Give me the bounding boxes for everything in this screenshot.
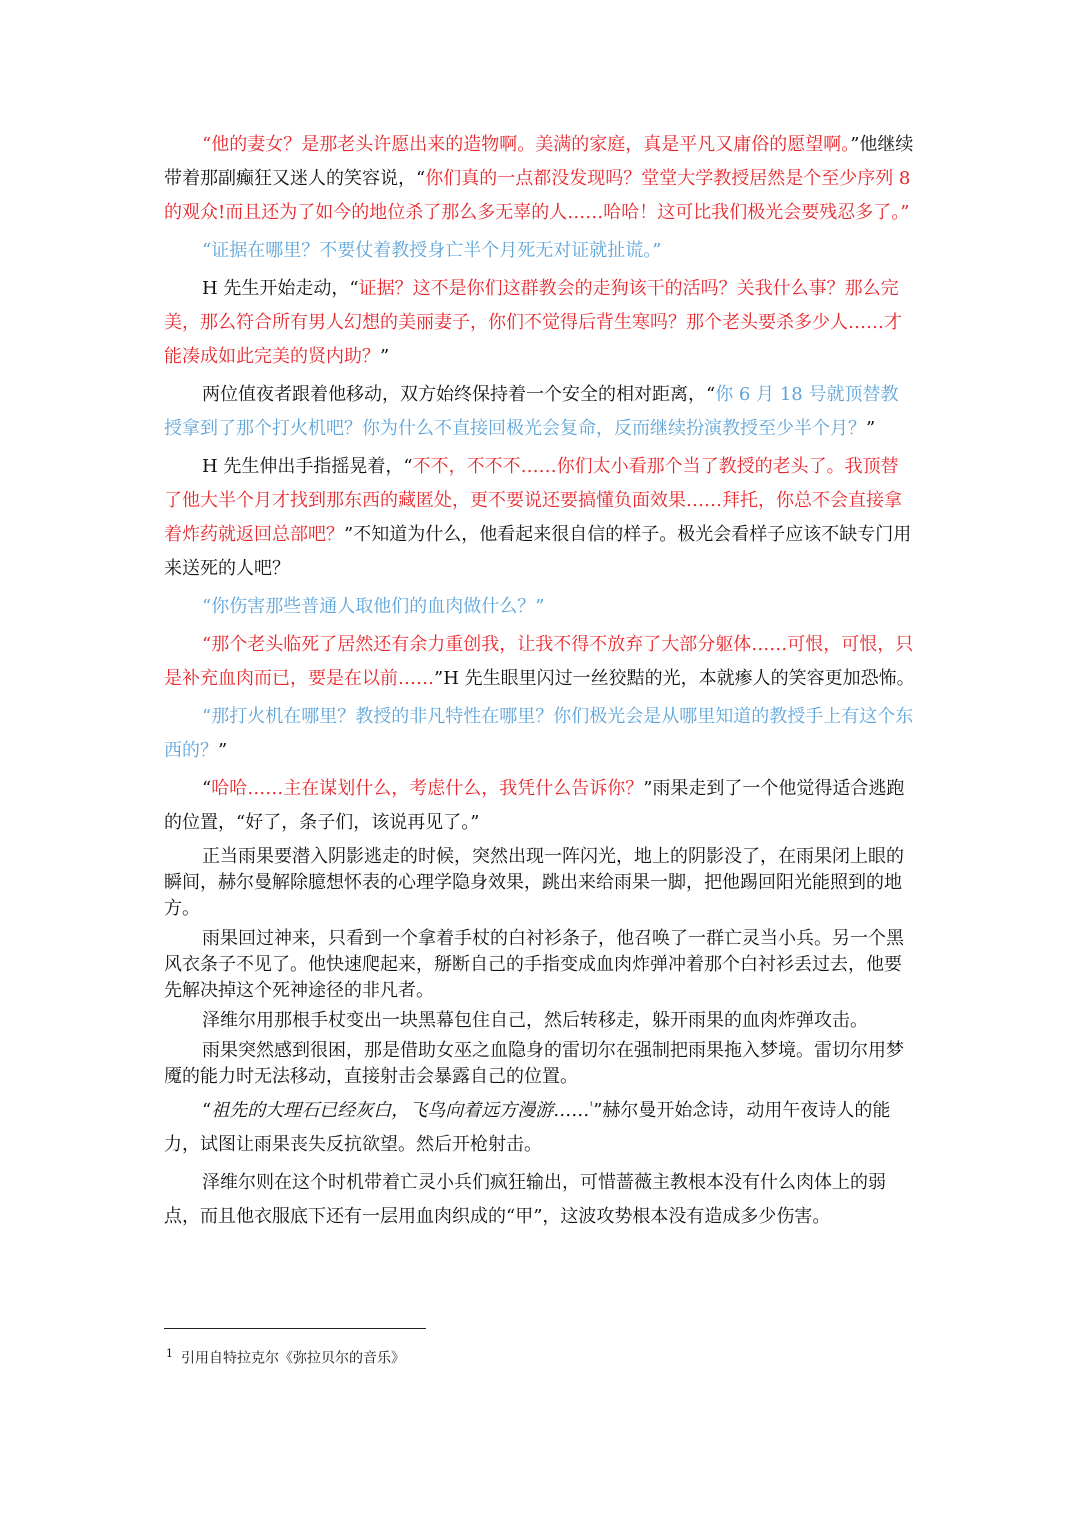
text-segment: “那打火机在哪里？教授的非凡特性在哪里？你们极光会是从哪里知道的教授手上有这个东西的？ bbox=[164, 706, 914, 761]
body-text bbox=[164, 128, 916, 1238]
paragraph bbox=[164, 772, 916, 840]
paragraph bbox=[164, 128, 916, 230]
text-segment: H 先生开始走动，“ bbox=[202, 278, 359, 299]
text-segment: ” bbox=[866, 418, 876, 439]
paragraph bbox=[164, 628, 916, 696]
paragraph bbox=[164, 1038, 916, 1090]
paragraph bbox=[164, 234, 916, 268]
text-segment: 不不，不不不……你们太小看那个当了教授的老头了。我顶替了他大半个月才找到那东西的藏匿处，更不要说还要搞懂负面效果……拜托，你总不会直接拿着炸药就返回总部吧？ bbox=[164, 456, 902, 545]
footnote-divider bbox=[164, 1328, 426, 1329]
text-segment: 泽维尔则在这个时机带着亡灵小兵们疯狂输出，可惜蔷薇主教根本没有什么肉体上的弱点，而且他衣服底下还有一层用血肉织成的“甲”，这波攻势根本没有造成多少伤害。 bbox=[164, 1172, 886, 1227]
text-segment: ” bbox=[380, 346, 390, 367]
paragraph bbox=[164, 1166, 916, 1234]
paragraph bbox=[164, 590, 916, 624]
text-segment: 两位值夜者跟着他移动，双方始终保持着一个安全的相对距离，“ bbox=[202, 384, 716, 405]
text-segment: “ bbox=[202, 1100, 212, 1121]
text-segment: “那个老头临死了居然还有余力重创我，让我不得不放弃了大部分躯体……可恨，可恨，只是补充血肉而已，要是在以前…… bbox=[164, 634, 914, 689]
text-segment: H 先生伸出手指摇晃着，“ bbox=[202, 456, 413, 477]
text-segment: 哈哈……主在谋划什么，考虑什么，我凭什么告诉你？ bbox=[211, 778, 644, 799]
paragraph bbox=[164, 1094, 916, 1162]
paragraph bbox=[164, 1008, 916, 1034]
text-segment: “你伤害那些普通人取他们的血肉做什么？” bbox=[202, 596, 545, 617]
text-segment: ”他继续带着那副癫狂又迷人的笑容说，“ bbox=[164, 134, 914, 189]
text-segment: 泽维尔用那根手杖变出一块黑幕包住自己，然后转移走，躲开雨果的血肉炸弹攻击。 bbox=[202, 1010, 868, 1031]
paragraph bbox=[164, 700, 916, 768]
footnote-reference: ¹ bbox=[589, 1101, 594, 1112]
text-segment: ” bbox=[218, 740, 228, 761]
paragraph bbox=[164, 926, 916, 1004]
text-segment: 雨果回过神来，只看到一个拿着手杖的白衬衫条子，他召唤了一群亡灵当小兵。另一个黑风衣条子不见了。他快速爬起来，掰断自己的手指变成血肉炸弹冲着那个白衬衫丢过去，他要先解决掉这个死神途径的非凡者。 bbox=[164, 928, 904, 1001]
text-segment: 证据？这不是你们这群教会的走狗该干的活吗？关我什么事？那么完美，那么符合所有男人幻想的美丽妻子，你们不觉得后背生寒吗？那个老头要杀多少人……才能凑成如此完美的贤内助？ bbox=[164, 278, 902, 367]
footnote bbox=[166, 1344, 405, 1369]
text-segment: ”H 先生眼里闪过一丝狡黠的光，本就瘆人的笑容更加恐怖。 bbox=[434, 668, 915, 689]
paragraph bbox=[164, 378, 916, 446]
paragraph bbox=[164, 450, 916, 586]
paragraph bbox=[164, 844, 916, 922]
footnote-text: 引用自特拉克尔《弥拉贝尔的音乐》 bbox=[181, 1350, 405, 1367]
text-segment: 祖先的大理石已经灰白，飞鸟向着远方漫游…… bbox=[211, 1100, 590, 1121]
text-segment: 正当雨果要潜入阴影逃走的时候，突然出现一阵闪光，地上的阴影没了，在雨果闭上眼的瞬间，赫尔曼解除臆想怀表的心理学隐身效果，跳出来给雨果一脚，把他踢回阳光能照到的地方。 bbox=[164, 846, 904, 919]
text-segment: “ bbox=[202, 778, 212, 799]
text-segment: ”赫尔曼开始念诗，动用午夜诗人的能力，试图让雨果丧失反抗欲望。然后开枪射击。 bbox=[164, 1100, 891, 1155]
text-segment: ”不知道为什么，他看起来很自信的样子。极光会看样子应该不缺专门用来送死的人吧？ bbox=[164, 524, 912, 579]
text-segment: 你 6 月 18 号就顶替教授拿到了那个打火机吧？你为什么不直接回极光会复命，反而继续扮演教授至少半个月？ bbox=[164, 384, 899, 439]
text-segment: 雨果突然感到很困，那是借助女巫之血隐身的雷切尔在强制把雨果拖入梦境。雷切尔用梦魇的能力时无法移动，直接射击会暴露自己的位置。 bbox=[164, 1040, 904, 1087]
text-segment: “他的妻女？是那老头许愿出来的造物啊。美满的家庭，真是平凡又庸俗的愿望啊。 bbox=[202, 134, 851, 155]
paragraph bbox=[164, 272, 916, 374]
text-segment: “证据在哪里？不要仗着教授身亡半个月死无对证就扯谎。” bbox=[202, 240, 662, 261]
text-segment: 你们真的一点都没发现吗？堂堂大学教授居然是个至少序列 8 的观众!而且还为了如今的地位杀了那么多无辜的人……哈哈！这可比我们极光会要残忍多了。” bbox=[164, 168, 911, 223]
footnote-number: 1 bbox=[166, 1347, 173, 1360]
text-segment: ”雨果走到了一个他觉得适合逃跑的位置，“好了，条子们，该说再见了。” bbox=[164, 778, 905, 833]
